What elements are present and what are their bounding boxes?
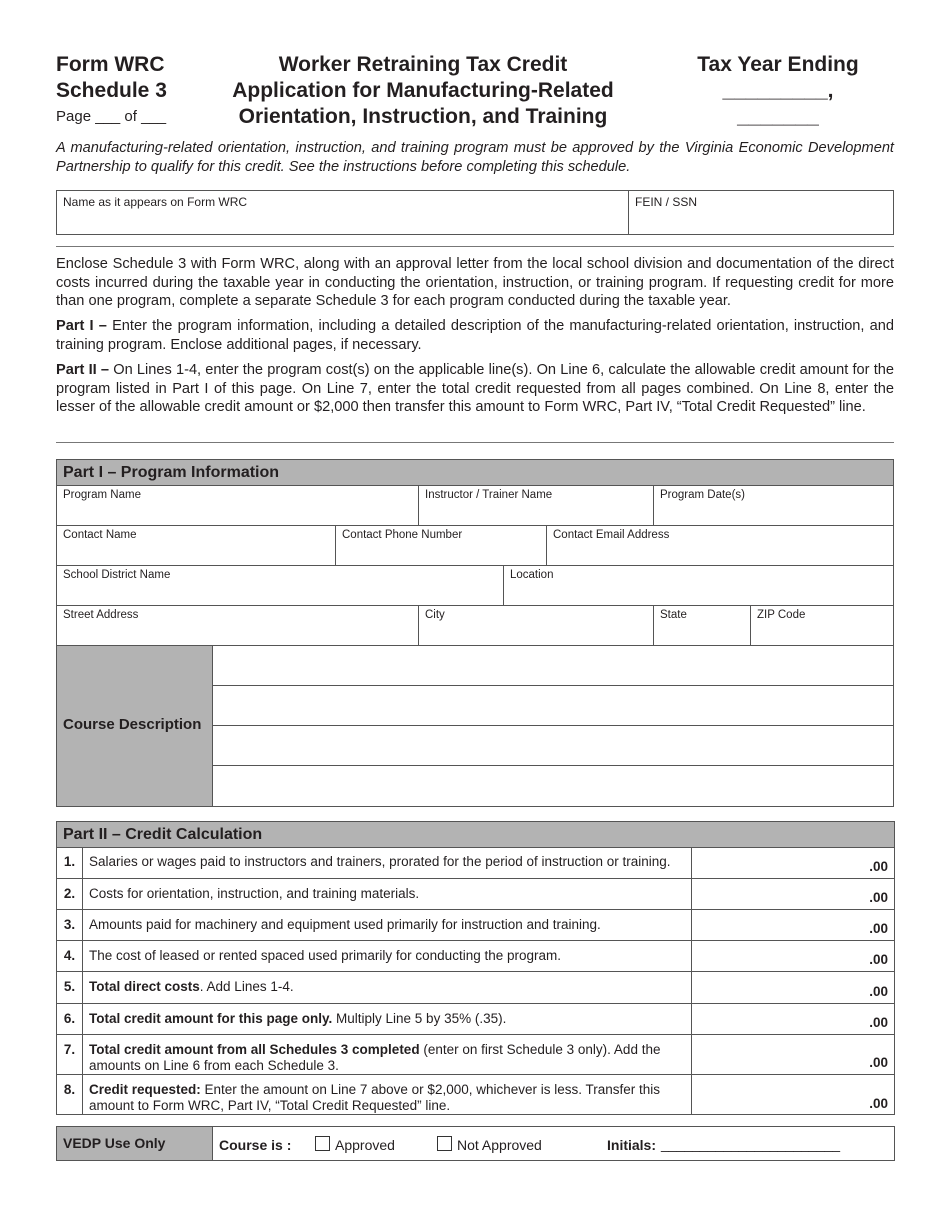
part2-section bbox=[56, 821, 895, 1115]
course-is-label: Course is : bbox=[219, 1137, 292, 1153]
instructions-part2: Part II – On Lines 1-4, enter the program cost(s) on the applicable line(s). On Line 6, calculate the allowable credit amount for the program listed in Part I of this page. On Line 7, enter the total credit requested from all pages combined. On Line 8, enter the lesser of the allowable credit amount or $2,000 then transfer this amount to Form WRC, Part IV, “Total Credit Requested” line. bbox=[56, 362, 894, 415]
line-description: Total credit amount from all Schedules 3 completed (enter on first Schedule 3 only). Add the amounts on Line 6 from each Schedule 3. bbox=[89, 1042, 661, 1073]
tax-year-field[interactable]: _________, _______ bbox=[722, 79, 834, 128]
vedp-section bbox=[56, 1126, 895, 1161]
contact-phone-field[interactable]: Contact Phone Number bbox=[336, 526, 547, 566]
instructor-field[interactable]: Instructor / Trainer Name bbox=[419, 486, 654, 526]
fein-label: FEIN / SSN bbox=[635, 195, 698, 209]
line-description: Total credit amount for this page only. Multiply Line 5 by 35% (.35). bbox=[89, 1011, 507, 1026]
line-description: Amounts paid for machinery and equipment used primarily for instruction and training. bbox=[89, 917, 601, 932]
title-line-3: Orientation, Instruction, and Training bbox=[238, 105, 608, 128]
course-description-line[interactable] bbox=[213, 766, 893, 806]
name-input[interactable] bbox=[57, 191, 628, 234]
not-approved-checkbox[interactable]: Not Approved bbox=[437, 1136, 542, 1153]
school-district-field[interactable]: School District Name bbox=[57, 566, 504, 606]
title-line-2: Application for Manufacturing-Related bbox=[232, 79, 614, 102]
line-amount-field[interactable]: .00 bbox=[691, 879, 894, 909]
tax-year-label: Tax Year Ending bbox=[697, 53, 859, 76]
schedule-number: Schedule 3 bbox=[56, 79, 167, 102]
form-number: Form WRC bbox=[56, 53, 165, 76]
state-field[interactable]: State bbox=[654, 606, 751, 646]
line-number: 6. bbox=[57, 1004, 83, 1034]
credit-line-4 bbox=[57, 941, 894, 972]
credit-line-2 bbox=[57, 879, 894, 910]
credit-line-5 bbox=[57, 972, 894, 1004]
course-description-line[interactable] bbox=[213, 726, 893, 766]
line-number: 4. bbox=[57, 941, 83, 971]
instructions-paragraph-1: Enclose Schedule 3 with Form WRC, along with an approval letter from the local school division and documentation of the direct costs incurred during the taxable year in conducting the orientation, instruction, or training program. If requesting credit for more than one program, complete a separate Schedule 3 for each program conducted during the taxable year. bbox=[56, 256, 894, 309]
line-number: 3. bbox=[57, 910, 83, 940]
part1-section bbox=[56, 459, 894, 807]
contact-name-field[interactable]: Contact Name bbox=[57, 526, 336, 566]
vedp-label: VEDP Use Only bbox=[57, 1127, 213, 1160]
line-number: 8. bbox=[57, 1075, 83, 1115]
part1-lead: Part I – bbox=[56, 318, 107, 334]
part2-title: Part II – Credit Calculation bbox=[57, 822, 894, 848]
line-amount-field[interactable]: .00 bbox=[691, 941, 894, 971]
page-number-field[interactable]: Page ___ of ___ bbox=[56, 108, 167, 125]
credit-line-8 bbox=[57, 1075, 894, 1115]
intro-text: A manufacturing-related orientation, instruction, and training program must be approved by the Virginia Economic Development Partnership to qualify for this credit. See the instructions before completing this schedule. bbox=[56, 140, 894, 175]
location-field[interactable]: Location bbox=[504, 566, 893, 606]
line-description: Salaries or wages paid to instructors and trainers, prorated for the period of instruction or training. bbox=[89, 854, 671, 869]
line-number: 7. bbox=[57, 1035, 83, 1074]
program-dates-field[interactable]: Program Date(s) bbox=[654, 486, 893, 526]
credit-line-1 bbox=[57, 847, 894, 879]
line-amount-field[interactable]: .00 bbox=[691, 972, 894, 1003]
line-amount-field[interactable]: .00 bbox=[691, 910, 894, 940]
course-description-line[interactable] bbox=[213, 646, 893, 686]
zip-field[interactable]: ZIP Code bbox=[751, 606, 893, 646]
contact-email-field[interactable]: Contact Email Address bbox=[547, 526, 893, 566]
line-amount-field[interactable]: .00 bbox=[691, 847, 894, 878]
line-description: Costs for orientation, instruction, and training materials. bbox=[89, 886, 420, 901]
checkbox-icon bbox=[437, 1136, 452, 1151]
line-amount-field[interactable]: .00 bbox=[691, 1075, 894, 1115]
street-address-field[interactable]: Street Address bbox=[57, 606, 419, 646]
taxpayer-info-box bbox=[56, 190, 894, 235]
line-description: The cost of leased or rented spaced used primarily for conducting the program. bbox=[89, 948, 561, 963]
initials-label: Initials: bbox=[607, 1137, 657, 1153]
checkbox-icon bbox=[315, 1136, 330, 1151]
line-amount-field[interactable]: .00 bbox=[691, 1004, 894, 1034]
name-label: Name as it appears on Form WRC bbox=[63, 195, 248, 209]
course-description-label: Course Description bbox=[57, 646, 213, 806]
part2-lead: Part II – bbox=[56, 362, 110, 378]
instructions-part1: Part I – Enter the program information, including a detailed description of the manufacturing-related orientation, instruction, and training program. Enclose additional pages, if necessary. bbox=[56, 318, 895, 353]
line-description: Credit requested: Enter the amount on Line 7 above or $2,000, whichever is less. Transfer this amount to Form WRC, Part IV, “Total Credit Requested” line. bbox=[89, 1082, 661, 1113]
course-description-line[interactable] bbox=[213, 686, 893, 726]
city-field[interactable]: City bbox=[419, 606, 654, 646]
program-name-field[interactable]: Program Name bbox=[57, 486, 419, 526]
part1-title: Part I – Program Information bbox=[57, 460, 893, 486]
line-description: Total direct costs. Add Lines 1-4. bbox=[89, 979, 294, 994]
fein-input[interactable] bbox=[628, 191, 895, 234]
title-line-1: Worker Retraining Tax Credit bbox=[278, 53, 568, 76]
approved-checkbox[interactable]: Approved bbox=[315, 1136, 395, 1153]
credit-line-3 bbox=[57, 910, 894, 941]
divider bbox=[56, 246, 894, 247]
initials-field[interactable]: _______________________ bbox=[661, 1136, 841, 1152]
divider bbox=[56, 442, 894, 443]
line-amount-field[interactable]: .00 bbox=[691, 1035, 894, 1074]
line-number: 5. bbox=[57, 972, 83, 1003]
line-number: 2. bbox=[57, 879, 83, 909]
credit-line-6 bbox=[57, 1004, 894, 1035]
credit-line-7 bbox=[57, 1035, 894, 1075]
line-number: 1. bbox=[57, 847, 83, 878]
